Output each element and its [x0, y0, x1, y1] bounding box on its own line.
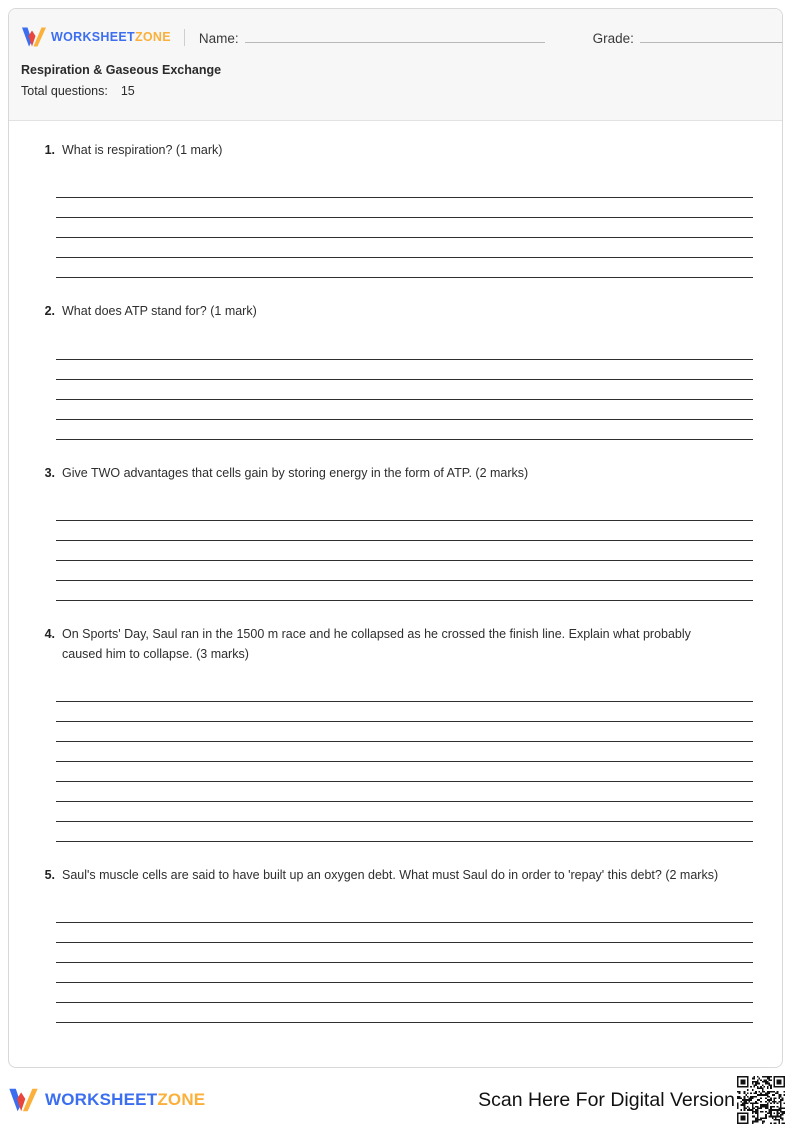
question-text: On Sports' Day, Saul ran in the 1500 m race and he collapsed as he crossed the finish line. Explain what probably caused him to collapse. (3 marks) — [62, 627, 691, 661]
answer-line[interactable] — [56, 983, 753, 1003]
question-block — [29, 141, 752, 302]
question-number: 1. — [44, 143, 55, 157]
question-block — [29, 866, 752, 1047]
question-text: What does ATP stand for? (1 mark) — [62, 304, 257, 319]
answer-lines[interactable] — [56, 340, 752, 440]
worksheet-title: Respiration & Gaseous Exchange — [21, 63, 222, 77]
question-header — [29, 464, 752, 483]
answer-line[interactable] — [56, 218, 753, 238]
brand-name-secondary: ZONE — [134, 30, 171, 44]
header-divider — [184, 29, 185, 46]
answer-line[interactable] — [56, 400, 753, 420]
footer-brand-name-secondary: ZONE — [157, 1090, 206, 1109]
question-block — [29, 302, 752, 463]
worksheet-header — [9, 9, 782, 121]
answer-line[interactable] — [56, 923, 753, 943]
question-text: Give TWO advantages that cells gain by storing energy in the form of ATP. (2 marks) — [62, 465, 529, 480]
question-spacer — [29, 601, 752, 625]
grade-label: Grade: — [592, 30, 634, 46]
total-questions-label: Total questions: — [21, 83, 108, 98]
name-field[interactable] — [199, 29, 545, 46]
answer-line[interactable] — [56, 360, 753, 380]
answer-line[interactable] — [56, 258, 753, 278]
total-questions-value: 15 — [120, 83, 135, 98]
answer-line[interactable] — [56, 581, 753, 601]
answer-line[interactable] — [56, 903, 753, 923]
answer-line[interactable] — [56, 521, 753, 541]
question-spacer — [29, 842, 752, 866]
answer-line[interactable] — [56, 943, 753, 963]
worksheetzone-w-logo-icon — [21, 26, 47, 48]
answer-line[interactable] — [56, 340, 753, 360]
answer-line[interactable] — [56, 1003, 753, 1023]
answer-line[interactable] — [56, 762, 753, 782]
answer-line[interactable] — [56, 198, 753, 218]
question-spacer — [29, 1023, 752, 1047]
answer-line[interactable] — [56, 501, 753, 521]
name-input-rule[interactable] — [245, 29, 545, 43]
header-meta — [9, 49, 782, 101]
question-header — [29, 302, 752, 321]
question-spacer — [29, 278, 752, 302]
question-text: Saul's muscle cells are said to have built up an oxygen debt. What must Saul do in order to 'repay' this debt? (2 marks) — [62, 867, 719, 882]
question-header — [29, 866, 752, 885]
answer-lines[interactable] — [56, 903, 752, 1023]
answer-line[interactable] — [56, 802, 753, 822]
name-label: Name: — [198, 30, 239, 46]
answer-lines[interactable] — [56, 178, 752, 278]
question-header — [29, 141, 752, 160]
answer-line[interactable] — [56, 722, 753, 742]
answer-line[interactable] — [56, 561, 753, 581]
question-block — [29, 464, 752, 625]
worksheet-page — [8, 8, 783, 1068]
question-number: 2. — [44, 304, 55, 319]
answer-line[interactable] — [56, 742, 753, 762]
brand-name-primary: WORKSHEET — [51, 30, 135, 44]
question-text: What is respiration? (1 mark) — [62, 143, 223, 157]
footer-brand — [8, 1087, 205, 1113]
scan-prompt-text: Scan Here For Digital Version — [478, 1088, 735, 1111]
qr-code-icon[interactable] — [737, 1076, 785, 1124]
grade-input-rule[interactable] — [640, 29, 783, 43]
answer-line[interactable] — [56, 541, 753, 561]
answer-line[interactable] — [56, 963, 753, 983]
grade-field[interactable] — [593, 29, 783, 46]
answer-line[interactable] — [56, 380, 753, 400]
brand-wordmark — [51, 30, 171, 44]
answer-line[interactable] — [56, 702, 753, 722]
question-header — [29, 625, 752, 664]
answer-lines[interactable] — [56, 501, 752, 601]
footer-scan-group — [478, 1076, 785, 1124]
question-number: 3. — [44, 465, 55, 480]
question-spacer — [29, 440, 752, 464]
question-number: 4. — [44, 627, 55, 642]
answer-lines[interactable] — [56, 682, 752, 842]
answer-line[interactable] — [56, 682, 753, 702]
question-block — [29, 625, 752, 866]
total-questions — [21, 81, 782, 101]
answer-line[interactable] — [56, 238, 753, 258]
worksheetzone-w-logo-icon — [8, 1087, 39, 1113]
answer-line[interactable] — [56, 782, 753, 802]
questions-list — [9, 121, 782, 1047]
answer-line[interactable] — [56, 822, 753, 842]
answer-line[interactable] — [56, 178, 753, 198]
header-top-row — [9, 9, 782, 49]
footer-brand-wordmark — [45, 1090, 205, 1110]
question-number: 5. — [44, 867, 55, 882]
footer-brand-name-primary: WORKSHEET — [45, 1090, 158, 1109]
answer-line[interactable] — [56, 420, 753, 440]
page-footer — [0, 1078, 793, 1122]
